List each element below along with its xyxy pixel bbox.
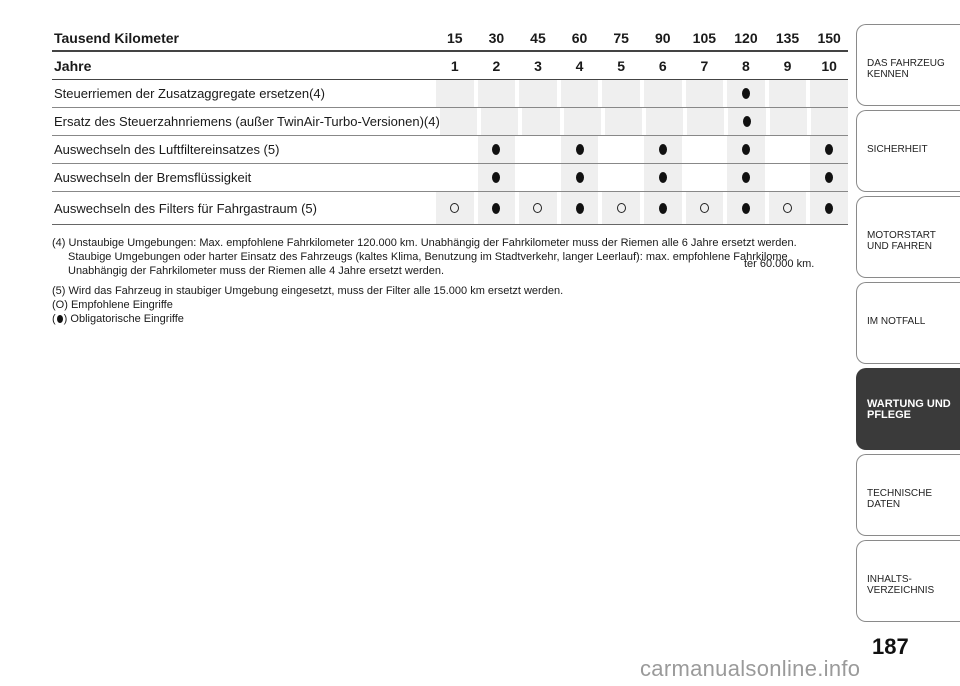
header-cell: 7 — [700, 57, 709, 74]
header-cell: 120 — [734, 30, 758, 46]
page-number: 187 — [872, 634, 909, 659]
open-circle-icon — [450, 203, 459, 213]
header-cell: 45 — [530, 30, 546, 46]
open-circle-icon — [617, 203, 626, 213]
header-cell: 5 — [617, 57, 626, 74]
schedule-cell — [436, 164, 474, 191]
schedule-cell — [644, 164, 682, 191]
chapter-tab[interactable] — [856, 196, 960, 278]
footnote-4-overflow-text: ter 60.000 km. — [744, 258, 815, 270]
filled-dot-icon — [825, 172, 833, 183]
header-row-kilometers — [52, 26, 848, 52]
schedule-cell — [605, 108, 642, 135]
legend-mandatory-text: ) Obligatorische Eingriffe — [63, 313, 184, 325]
schedule-cell — [646, 108, 683, 135]
schedule-cell — [727, 164, 765, 191]
schedule-cell — [440, 108, 477, 135]
chapter-tab[interactable] — [856, 24, 960, 106]
header-cell: 10 — [821, 57, 837, 74]
schedule-cell — [728, 108, 765, 135]
watermark: carmanualsonline.info — [640, 656, 861, 681]
header-row-years — [52, 52, 848, 80]
open-circle-icon — [533, 203, 542, 213]
header-label-kilometers: Tausend Kilometer — [54, 30, 179, 46]
filled-dot-icon — [659, 172, 667, 183]
chapter-tab-label: INHALTS- VERZEICHNIS — [867, 574, 935, 596]
filled-dot-icon — [742, 172, 750, 183]
schedule-cell — [436, 192, 474, 224]
header-cell: 60 — [571, 30, 588, 46]
schedule-cell — [436, 136, 474, 163]
chapter-tab[interactable] — [856, 454, 960, 536]
row-label: Ersatz des Steuerzahnriemens (außer TwinAir-Turbo-Versionen)(4) — [54, 114, 440, 129]
schedule-cell — [519, 136, 557, 163]
schedule-cell — [644, 192, 682, 224]
filled-dot-icon — [576, 172, 584, 183]
legend-mandatory-open: ( — [52, 313, 56, 325]
header-label-years: Jahre — [54, 57, 92, 74]
header-cell: 3 — [534, 57, 542, 74]
schedule-cell — [602, 192, 640, 224]
header-cell: 4 — [575, 57, 584, 74]
filled-dot-icon — [825, 144, 833, 155]
schedule-cell — [769, 80, 807, 107]
chapter-tab-label: SICHERHEIT — [867, 144, 928, 155]
schedule-cell — [644, 136, 682, 163]
schedule-cell — [561, 80, 599, 107]
schedule-cell — [436, 80, 474, 107]
schedule-cell — [519, 80, 557, 107]
header-cell: 8 — [742, 57, 750, 74]
header-cell: 105 — [692, 30, 717, 46]
filled-dot-icon — [743, 116, 751, 127]
schedule-cell — [727, 136, 765, 163]
chapter-tab-label: WARTUNG UND PFLEGE — [867, 398, 951, 421]
schedule-cell — [686, 136, 724, 163]
table-row — [52, 108, 848, 136]
open-circle-icon — [700, 203, 709, 213]
schedule-cell — [769, 136, 807, 163]
header-cell: 9 — [783, 57, 792, 74]
schedule-cell — [561, 192, 599, 224]
schedule-cell — [478, 192, 516, 224]
footnote-4-line-2: Staubige Umgebungen oder harter Einsatz des Fahrzeugs (kaltes Klima, Benutzung im Stadtverkehr, langer Leerlauf): max. empfohlene Fahrkilome — [68, 251, 788, 263]
filled-dot-icon — [57, 315, 63, 323]
row-label: Auswechseln des Luftfiltereinsatzes (5) — [54, 142, 280, 157]
schedule-cell — [810, 136, 848, 163]
schedule-cell — [810, 80, 848, 107]
open-circle-icon — [783, 203, 792, 213]
schedule-cell — [602, 136, 640, 163]
chapter-tab-label: MOTORSTART UND FAHREN — [867, 230, 936, 252]
schedule-cell — [769, 164, 807, 191]
maintenance-schedule-table — [52, 26, 848, 225]
footnote-4-line-3: Unabhängig der Fahrkilometer muss der Riemen alle 4 Jahre ersetzt werden. — [68, 265, 445, 277]
table-row — [52, 136, 848, 164]
table-row — [52, 80, 848, 108]
schedule-cell — [727, 80, 765, 107]
table-row — [52, 164, 848, 192]
schedule-cell — [478, 136, 516, 163]
filled-dot-icon — [492, 144, 500, 155]
header-cell: 6 — [658, 57, 667, 74]
schedule-cell — [686, 80, 724, 107]
header-cell: 1 — [450, 57, 459, 74]
chapter-tab[interactable] — [856, 368, 960, 450]
header-cell: 90 — [654, 30, 671, 46]
header-cell: 135 — [775, 30, 800, 46]
chapter-tabs — [856, 24, 960, 626]
chapter-tab[interactable] — [856, 282, 960, 364]
filled-dot-icon — [742, 88, 750, 99]
legend-recommended: (O) Empfohlene Eingriffe — [52, 299, 173, 311]
schedule-cell — [810, 164, 848, 191]
header-cell: 30 — [488, 30, 505, 46]
schedule-cell — [561, 136, 599, 163]
schedule-cell — [810, 192, 848, 224]
schedule-cell — [644, 80, 682, 107]
filled-dot-icon — [492, 172, 500, 183]
header-cell: 15 — [446, 30, 463, 46]
chapter-tab-label: IM NOTFALL — [867, 316, 926, 327]
filled-dot-icon — [825, 203, 833, 214]
schedule-cell — [727, 192, 765, 224]
chapter-tab[interactable] — [856, 540, 960, 622]
schedule-cell — [478, 80, 516, 107]
schedule-cell — [602, 164, 640, 191]
header-cell: 150 — [817, 30, 841, 46]
chapter-tab-label: DAS FAHRZEUG KENNEN — [867, 58, 945, 80]
filled-dot-icon — [576, 203, 584, 214]
schedule-cell — [811, 108, 848, 135]
schedule-cell — [686, 164, 724, 191]
footnote-5: (5) Wird das Fahrzeug in staubiger Umgebung eingesetzt, muss der Filter alle 15.000 km ersetzt werden. — [52, 285, 564, 297]
chapter-tab[interactable] — [856, 110, 960, 192]
schedule-cell — [481, 108, 518, 135]
footnotes — [52, 236, 822, 326]
chapter-tab-label: TECHNISCHE DATEN — [867, 488, 933, 510]
filled-dot-icon — [492, 203, 500, 214]
schedule-cell — [519, 164, 557, 191]
header-cell: 2 — [492, 57, 501, 74]
legend-mandatory — [52, 312, 822, 326]
schedule-cell — [769, 192, 807, 224]
schedule-cell — [522, 108, 559, 135]
schedule-cell — [687, 108, 724, 135]
schedule-cell — [519, 192, 557, 224]
schedule-cell — [561, 164, 599, 191]
filled-dot-icon — [742, 144, 750, 155]
row-label: Auswechseln der Bremsflüssigkeit — [54, 170, 252, 185]
filled-dot-icon — [659, 203, 667, 214]
header-cell: 75 — [613, 30, 629, 46]
row-label: Auswechseln des Filters für Fahrgastraum (5) — [54, 200, 317, 216]
table-row — [52, 192, 848, 225]
schedule-cell — [564, 108, 601, 135]
filled-dot-icon — [576, 144, 584, 155]
row-label: Steuerriemen der Zusatzaggregate ersetzen(4) — [54, 86, 325, 101]
filled-dot-icon — [742, 203, 750, 214]
filled-dot-icon — [659, 144, 667, 155]
schedule-cell — [602, 80, 640, 107]
schedule-cell — [478, 164, 516, 191]
footnote-4-line-1: (4) Unstaubige Umgebungen: Max. empfohlene Fahrkilometer 120.000 km. Unabhängig der Fahrkilometer muss der Riemen alle 6 Jahre ersetzt werden. — [52, 237, 797, 249]
schedule-cell — [770, 108, 807, 135]
schedule-cell — [686, 192, 724, 224]
